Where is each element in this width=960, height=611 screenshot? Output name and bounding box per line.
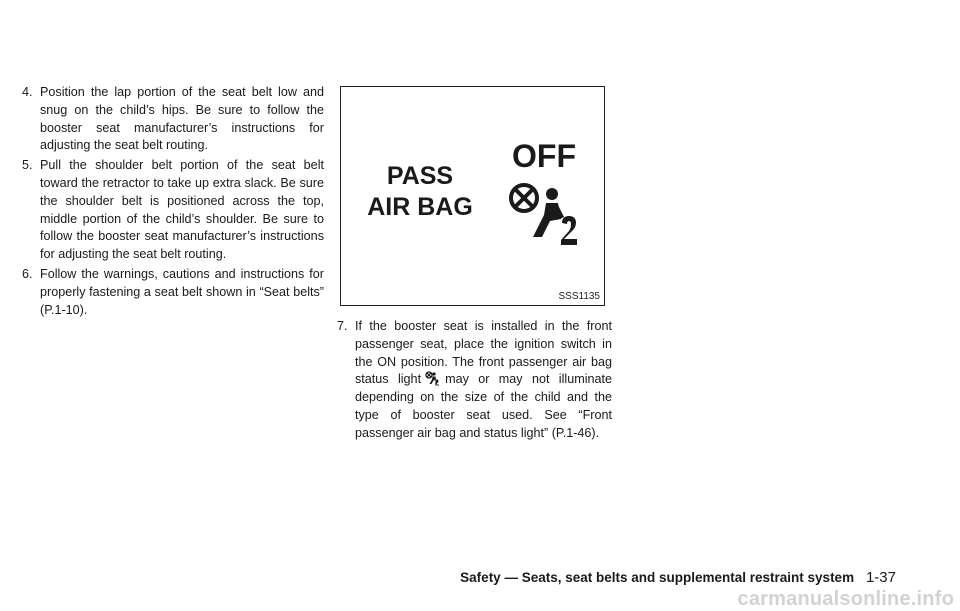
figure-code: SSS1135 [558, 291, 600, 302]
steps-list-right [337, 318, 612, 445]
page-footer [460, 569, 896, 586]
step-text: Follow the warnings, cautions and instructions for properly fastening a seat belt shown in “Seat belts” (P.1-10). [40, 266, 324, 317]
section-title: Safety — Seats, seat belts and supplemental restraint system [460, 570, 855, 585]
airbag-status-light-icon [425, 371, 439, 386]
step-number: 4. [22, 85, 33, 99]
pass-label-line: PASS [386, 162, 454, 190]
step-4 [22, 84, 324, 155]
passenger-airbag-off-figure [340, 86, 605, 306]
steps-list-left [22, 84, 324, 321]
step-text-after-icon: may or may not illuminate depending on the size of the child and the type of booster seat used. See “Front passenger air bag and status light” (P.1-46). [355, 372, 613, 440]
step-text: Position the lap portion of the seat belt low and snug on the child’s hips. Be sure to follow the booster seat manufacturer’s instructions for adjusting the seat belt routing. [40, 85, 324, 153]
pass-air-bag-label [359, 161, 481, 223]
step-text: Pull the shoulder belt portion of the seat belt toward the retractor to take up extra slack. Be sure the shoulder belt is positioned across the top, middle portion of the child’s shoulder. Be sure to follow the booster seat manufacturer’s instructions for adjusting the seat belt routing. [40, 158, 324, 262]
watermark: carmanualsonline.info [737, 588, 954, 610]
step-number: 6. [22, 266, 33, 281]
page-number: 1-37 [865, 569, 896, 586]
passenger-airbag-off-icon [506, 179, 586, 251]
step-6 [22, 266, 324, 319]
step-number: 5. [22, 158, 33, 173]
step-number: 7. [337, 319, 348, 333]
step-7 [337, 318, 612, 443]
air-bag-label-line: AIR BAG [367, 193, 473, 221]
step-5 [22, 157, 324, 264]
step-text-before-icon: If the booster seat is installed in the front passenger seat, place the ignition switch in the ON position. The front passenger air bag status light [355, 319, 612, 387]
off-label: OFF [512, 138, 576, 174]
